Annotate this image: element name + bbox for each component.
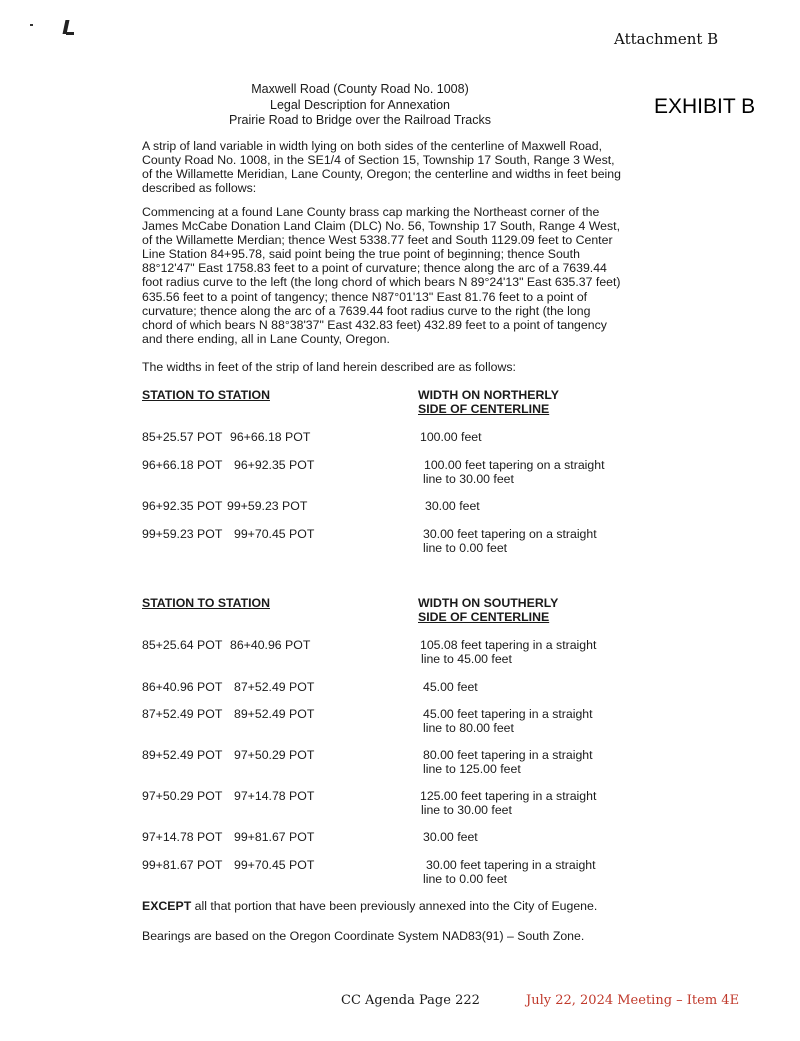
table-row-width: 45.00 feet bbox=[423, 680, 478, 694]
document-header bbox=[180, 82, 540, 129]
table-row-from: 97+50.29 POT bbox=[142, 789, 223, 803]
bearings-note: Bearings are based on the Oregon Coordinate System NAD83(91) – South Zone. bbox=[142, 929, 585, 943]
south-col1-heading: STATION TO STATION bbox=[142, 596, 270, 610]
table-row-width-cont: line to 30.00 feet bbox=[423, 472, 514, 486]
table-row-to: 87+52.49 POT bbox=[234, 680, 315, 694]
footer-agenda-page: CC Agenda Page 222 bbox=[341, 993, 480, 1008]
table-row-width-cont: line to 0.00 feet bbox=[423, 872, 508, 886]
table-row-to: 89+52.49 POT bbox=[234, 707, 315, 721]
attachment-label: Attachment B bbox=[614, 30, 719, 48]
table-row-to: 97+14.78 POT bbox=[234, 789, 315, 803]
table-row-width: 105.08 feet tapering in a straight bbox=[420, 638, 597, 652]
scan-mark bbox=[66, 32, 74, 35]
table-row-width-cont: line to 80.00 feet bbox=[423, 721, 514, 735]
north-col1-heading: STATION TO STATION bbox=[142, 388, 270, 402]
table-row-from: 85+25.57 POT bbox=[142, 430, 223, 444]
table-row-to: 96+92.35 POT bbox=[234, 458, 315, 472]
table-row-width: 45.00 feet tapering in a straight bbox=[423, 707, 593, 721]
exhibit-label: EXHIBIT B bbox=[654, 95, 756, 118]
intro-paragraph: A strip of land variable in width lying on both sides of the centerline of Maxwell Road, County Road No. 1008, in the SE1/4 of Section 15, Township 17 South, Range 3 West, of the Willamette Meridian, Lane County, Oregon; the centerline and widths in feet being described as follows: bbox=[142, 139, 621, 196]
table-row-width: 30.00 feet tapering in a straight bbox=[426, 858, 596, 872]
table-row-from: 97+14.78 POT bbox=[142, 830, 223, 844]
table-row-to: 99+70.45 POT bbox=[234, 527, 315, 541]
table-row-to: 99+81.67 POT bbox=[234, 830, 315, 844]
table-row-width-cont: line to 45.00 feet bbox=[421, 652, 512, 666]
north-col2-heading-2: SIDE OF CENTERLINE bbox=[418, 402, 550, 416]
table-row-from: 85+25.64 POT bbox=[142, 638, 223, 652]
table-row-width: 30.00 feet bbox=[423, 830, 478, 844]
commencing-paragraph: Commencing at a found Lane County brass cap marking the Northeast corner of the James McCabe Donation Land Claim (DLC) No. 56, Township 17 South, Range 4 West, of the Willamette Merdian; thence West 5338.77 feet and South 1129.09 feet to Center Line Station 84+95.78, said point being the true point of beginning; thence South 88°12'47" East 1758.83 feet to a point of curvature; thence along the arc of a 7639.44 foot radius curve to the left (the long chord of which bears N 89°24'13" East 635.37 feet) 635.56 feet to a point of tangency; thence N87°01'13" East 81.76 feet to a point of curvature; thence along the arc of a 7639.44 foot radius curve to the right (the long chord of which bears N 88°38'37" East 432.83 feet) 432.89 feet to a point of tangency and there ending, all in Lane County, Oregon. bbox=[142, 205, 621, 346]
header-line: Maxwell Road (County Road No. 1008) bbox=[251, 82, 469, 96]
except-clause bbox=[142, 899, 597, 913]
table-row-width: 125.00 feet tapering in a straight bbox=[420, 789, 597, 803]
table-row-width: 100.00 feet tapering on a straight bbox=[424, 458, 605, 472]
table-row-width-cont: line to 30.00 feet bbox=[421, 803, 512, 817]
scan-mark bbox=[30, 24, 33, 26]
table-row-to: 99+70.45 POT bbox=[234, 858, 315, 872]
table-row-width: 30.00 feet bbox=[425, 499, 480, 513]
table-row-to: 96+66.18 POT bbox=[230, 430, 311, 444]
except-text: all that portion that have been previously annexed into the City of Eugene. bbox=[191, 899, 598, 913]
footer-meeting-item: July 22, 2024 Meeting – Item 4E bbox=[526, 993, 740, 1008]
table-row-from: 99+81.67 POT bbox=[142, 858, 223, 872]
south-col2-heading-1: WIDTH ON SOUTHERLY bbox=[418, 596, 559, 610]
south-col2-heading-2: SIDE OF CENTERLINE bbox=[418, 610, 550, 624]
table-row-from: 86+40.96 POT bbox=[142, 680, 223, 694]
table-row-from: 99+59.23 POT bbox=[142, 527, 223, 541]
table-row-from: 89+52.49 POT bbox=[142, 748, 223, 762]
table-row-to: 86+40.96 POT bbox=[230, 638, 311, 652]
table-row-to: 97+50.29 POT bbox=[234, 748, 315, 762]
table-row-from: 96+66.18 POT bbox=[142, 458, 223, 472]
table-row-width-cont: line to 125.00 feet bbox=[423, 762, 521, 776]
table-row-width-cont: line to 0.00 feet bbox=[423, 541, 508, 555]
widths-intro: The widths in feet of the strip of land herein described are as follows: bbox=[142, 360, 516, 374]
table-row-width: 30.00 feet tapering on a straight bbox=[423, 527, 597, 541]
table-row-width: 100.00 feet bbox=[420, 430, 482, 444]
table-row-from: 87+52.49 POT bbox=[142, 707, 223, 721]
table-row-width: 80.00 feet tapering in a straight bbox=[423, 748, 593, 762]
table-row-to: 99+59.23 POT bbox=[227, 499, 308, 513]
header-line: Legal Description for Annexation bbox=[270, 97, 450, 112]
header-line: Prairie Road to Bridge over the Railroad Tracks bbox=[229, 113, 491, 127]
table-row-from: 96+92.35 POT bbox=[142, 499, 223, 513]
north-col2-heading-1: WIDTH ON NORTHERLY bbox=[418, 388, 559, 402]
except-bold: EXCEPT bbox=[142, 899, 192, 913]
